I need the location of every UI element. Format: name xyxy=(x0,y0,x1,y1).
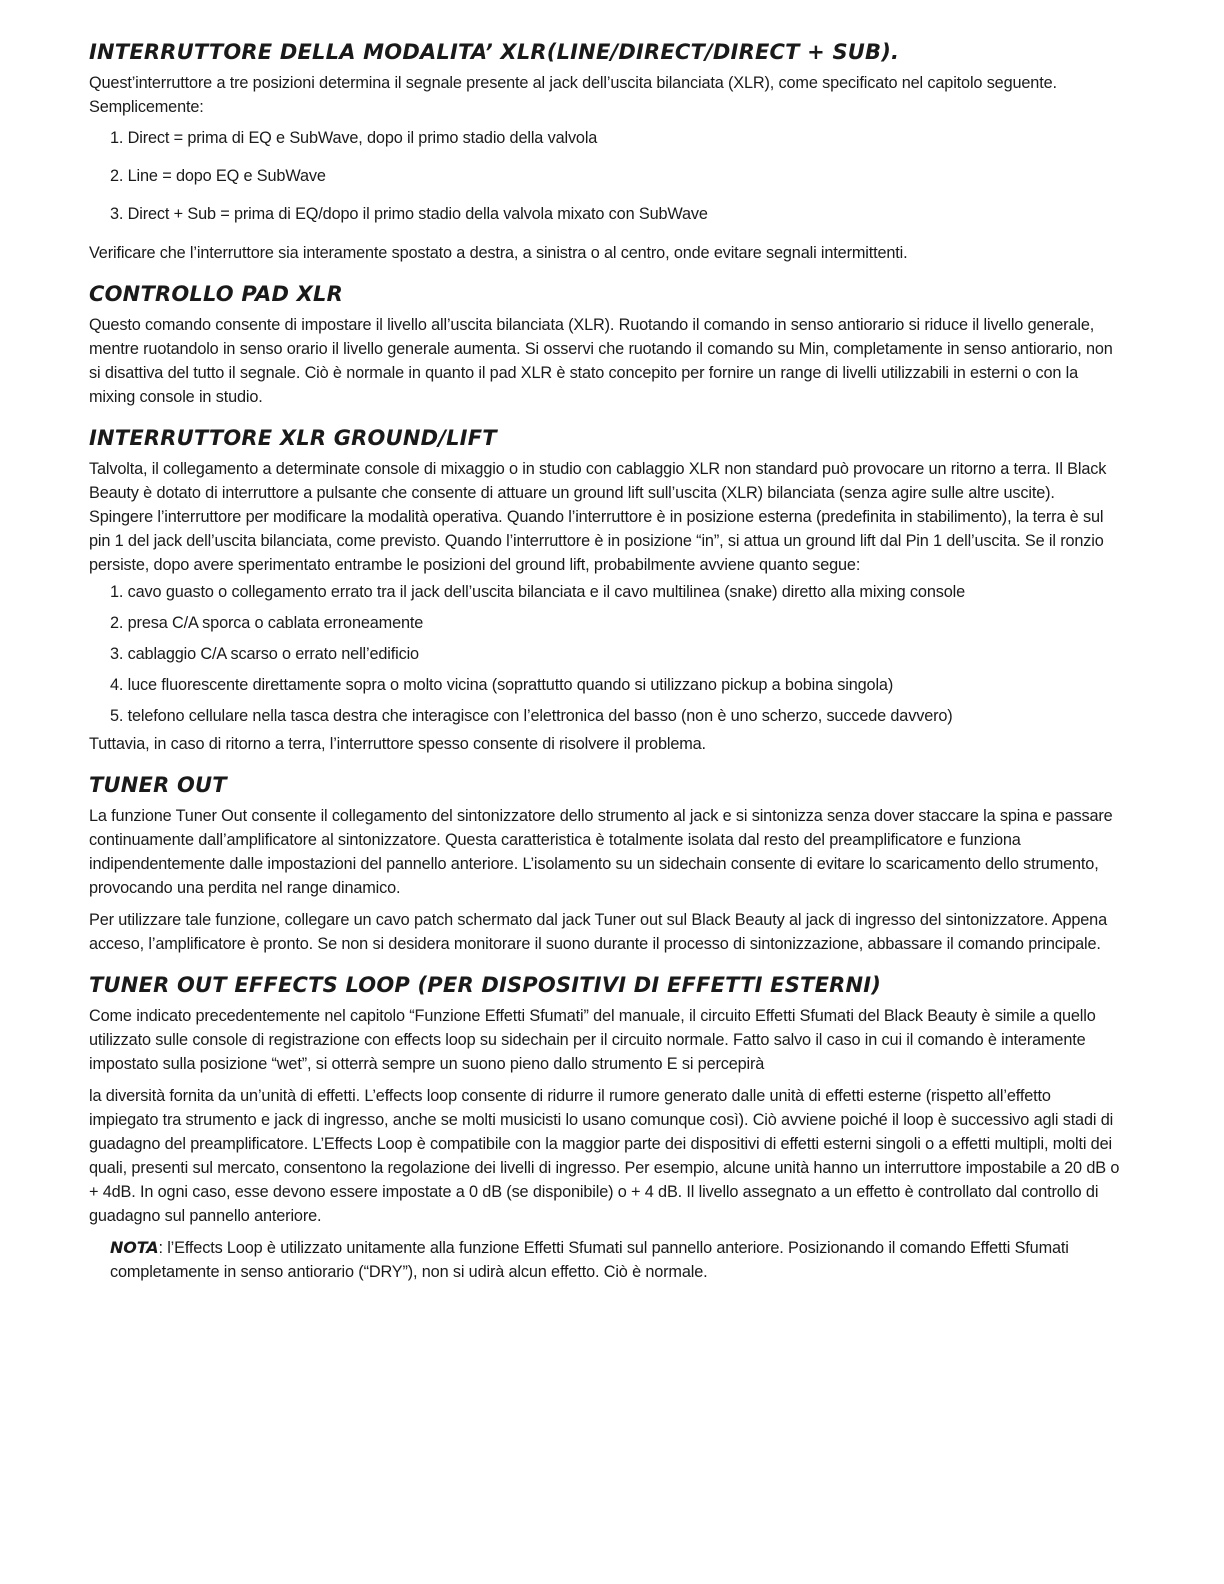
section-paragraph: La funzione Tuner Out consente il collegamento del sintonizzatore dello strumento al jack e si sintonizza senza dover staccare la spina e passare continuamente dall’amplificatore al sintonizzatore. Questa caratteristica è totalmente isolata dal resto del preamplificatore e funziona indipendentemente dalle impostazioni del pannello anteriore. L’isolamento su un sidechain consente di evitare lo scaricamento dello strumento, provocando una perdita nel range dinamico. xyxy=(89,807,1113,897)
section-intro: Talvolta, il collegamento a determinate console di mixaggio o in studio con cablaggio XLR non standard può provocare un ritorno a terra. Il Black Beauty è dotato di interruttore a pulsante che consente di attuare un ground lift sull’uscita (XLR) bilanciata (senza agire sulle altre uscite). Spingere l’interruttore per modificare la modalità operativa. Quando l’interruttore è in posizione esterna (predefinita in stabilimento), la terra è sul pin 1 del jack dell’uscita bilanciata, come previsto. Quando l’interruttore è in posizione “in”, si attua un ground lift dal Pin 1 dell’uscita. Se il ronzio persiste, dopo avere sperimentato entrambe le posizioni del ground lift, probabilmente avviene quanto segue: xyxy=(89,460,1107,574)
note-text: : l’Effects Loop è utilizzato unitamente alla funzione Effetti Sfumati sul pannello anteriore. Posizionando il comando Effetti Sfumati completamente in senso antiorario (“DRY”), non si udirà alcun effetto. Ciò è normale. xyxy=(110,1239,1069,1281)
list-item: 1. cavo guasto o collegamento errato tra il jack dell’uscita bilanciata e il cavo multilinea (snake) diretto alla mixing console xyxy=(110,583,966,601)
manual-page xyxy=(89,38,1121,1299)
section-xlr-ground-lift xyxy=(89,424,1121,756)
section-title: INTERRUTTORE XLR GROUND/LIFT xyxy=(89,426,497,450)
section-tuner-out xyxy=(89,771,1121,956)
section-body: Questo comando consente di impostare il livello all’uscita bilanciata (XLR). Ruotando il comando in senso antiorario si riduce il livello generale, mentre ruotandolo in senso orario il livello generale aumenta. Si osservi che ruotando il comando su Min, completamente in senso antiorario, non si disattiva del tutto il segnale. Ciò è normale in quanto il pad XLR è stato concepito per fornire un range di livelli utilizzabili in esterni o con la mixing console in studio. xyxy=(89,316,1113,406)
section-xlr-mode-switch xyxy=(89,38,1121,265)
cause-list xyxy=(89,577,1121,732)
list-item: 3. Direct + Sub = prima di EQ/dopo il primo stadio della valvola mixato con SubWave xyxy=(110,205,708,223)
list-item: 2. Line = dopo EQ e SubWave xyxy=(110,167,326,185)
list-item: 2. presa C/A sporca o cablata erroneamente xyxy=(110,614,424,632)
section-xlr-pad-control xyxy=(89,280,1121,409)
note-label: NOTA xyxy=(110,1238,159,1257)
section-outro: Tuttavia, in caso di ritorno a terra, l’interruttore spesso consente di risolvere il problema. xyxy=(89,735,706,753)
section-title: TUNER OUT xyxy=(89,773,227,797)
note xyxy=(89,1236,1121,1284)
section-title: CONTROLLO PAD XLR xyxy=(89,282,343,306)
section-title: INTERRUTTORE DELLA MODALITA’ XLR(LINE/DIRECT/DIRECT + SUB). xyxy=(89,40,900,64)
section-outro: Verificare che l’interruttore sia interamente spostato a destra, a sinistra o al centro, onde evitare segnali intermittenti. xyxy=(89,244,908,262)
section-paragraph: la diversità fornita da un’unità di effetti. L’effects loop consente di ridurre il rumore generato dalle unità di effetti esterne (rispetto all’effetto impiegato tra strumento e jack di ingresso, anche se molti musicisti lo usano comunque così). Ciò avviene poiché il loop è successivo agli stadi di guadagno del preamplificatore. L’Effects Loop è compatibile con la maggior parte dei dispositivi di effetti esterni singoli o a effetti multipli, molti dei quali, presenti sul mercato, consentono la regolazione dei livelli di ingresso. Per esempio, alcune unità hanno un interruttore impostabile a 20 dB o + 4dB. In ogni caso, esse devono essere impostate a 0 dB (se disponibile) o + 4 dB. Il livello assegnato a un effetto è controllato dal controllo di guadagno sul pannello anteriore. xyxy=(89,1087,1120,1225)
section-title: TUNER OUT EFFECTS LOOP (PER DISPOSITIVI DI EFFETTI ESTERNI) xyxy=(89,973,882,997)
list-item: 1. Direct = prima di EQ e SubWave, dopo il primo stadio della valvola xyxy=(110,129,598,147)
list-item: 3. cablaggio C/A scarso o errato nell’edificio xyxy=(110,645,419,663)
section-paragraph: Come indicato precedentemente nel capitolo “Funzione Effetti Sfumati” del manuale, il circuito Effetti Sfumati del Black Beauty è simile a quello utilizzato sulle console di registrazione con effects loop su sidechain per il circuito normale. Fatto salvo il caso in cui il comando è interamente impostato sulla posizione “wet”, si otterrà sempre un suono pieno dallo strumento E si percepirà xyxy=(89,1007,1096,1073)
section-intro: Quest’interruttore a tre posizioni determina il segnale presente al jack dell’uscita bilanciata (XLR), come specificato nel capitolo seguente. Semplicemente: xyxy=(89,74,1057,116)
mode-list xyxy=(89,119,1121,233)
section-effects-loop xyxy=(89,971,1121,1284)
list-item: 5. telefono cellulare nella tasca destra che interagisce con l’elettronica del basso (non è uno scherzo, succede davvero) xyxy=(110,707,953,725)
section-paragraph: Per utilizzare tale funzione, collegare un cavo patch schermato dal jack Tuner out sul Black Beauty al jack di ingresso del sintonizzatore. Appena acceso, l’amplificatore è pronto. Se non si desidera monitorare il suono durante il processo di sintonizzazione, abbassare il comando principale. xyxy=(89,911,1107,953)
list-item: 4. luce fluorescente direttamente sopra o molto vicina (soprattutto quando si utilizzano pickup a bobina singola) xyxy=(110,676,894,694)
